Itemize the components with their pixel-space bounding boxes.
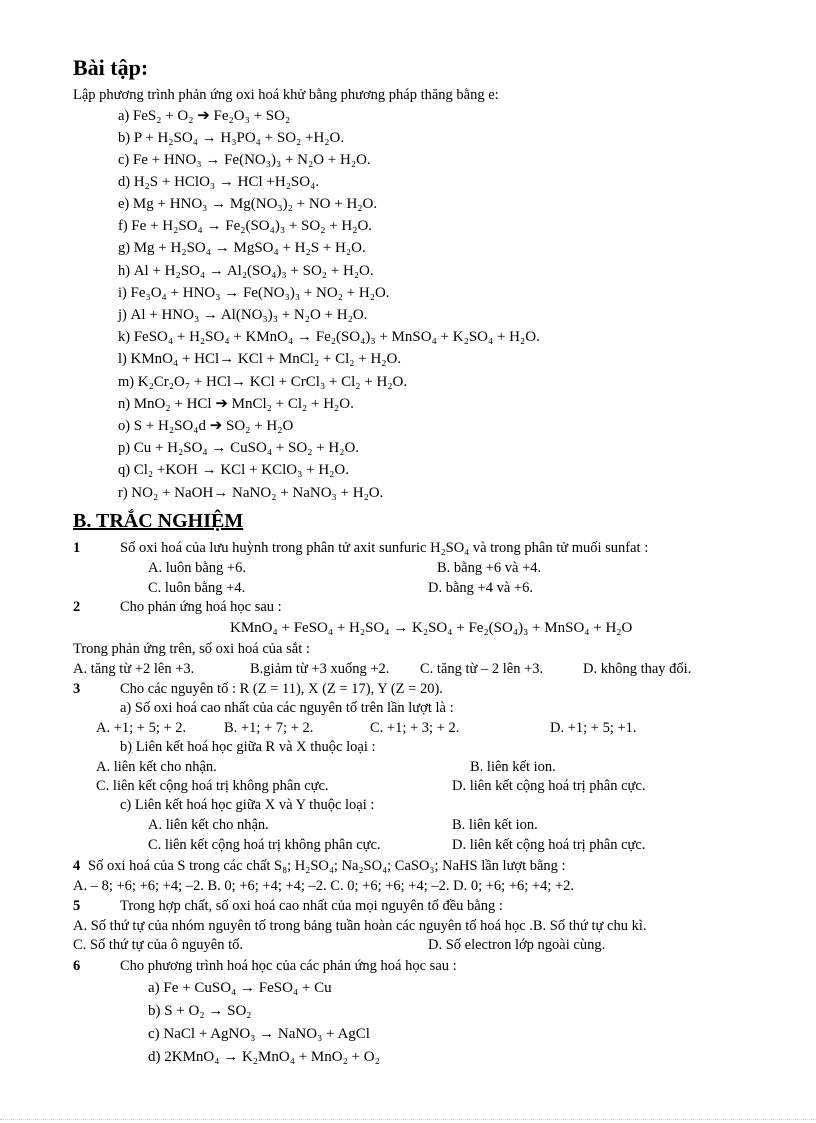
question-6-equation-a: a) Fe + CuSO₄ → FeSO₄ + Cu: [148, 980, 332, 996]
item-label: i): [118, 285, 127, 301]
exercise-item-q: [118, 463, 349, 478]
question-3b-option-b: B. liên kết ion.: [470, 759, 556, 775]
question-3c-option-a: A. liên kết cho nhận.: [148, 817, 269, 833]
exercise-item-f: [118, 219, 372, 234]
exercise-instruction: Lập phương trình phản ứng oxi hoá khử bằng phương pháp thăng bằng e:: [73, 87, 499, 103]
exercise-item-k: [118, 330, 540, 345]
item-label: q): [118, 462, 131, 478]
question-3b-option-a: A. liên kết cho nhận.: [96, 759, 217, 775]
question-3c-option-d: D. liên kết cộng hoá trị phân cực.: [452, 837, 646, 853]
question-3c-option-c: C. liên kết cộng hoá trị không phân cực.: [148, 837, 381, 853]
question-3-part-b: b) Liên kết hoá học giữa R và X thuộc loại :: [120, 739, 376, 755]
item-equation: FeSO₄ + H₂SO₄ + KMnO₄ → Fe₂(SO₄)₃ + MnSO₄ + K₂SO₄ + H₂O.: [133, 329, 540, 345]
question-1-option-c: C. luôn bằng +4.: [148, 580, 246, 596]
question-4-options: A. – 8; +6; +6; +4; –2. B. 0; +6; +4; +4; –2. C. 0; +6; +6; +4; –2. D. 0; +6; +6; +4; +2.: [73, 878, 575, 894]
item-equation: Cu + H₂SO₄ → CuSO₄ + SO₂ + H₂O.: [133, 440, 360, 456]
question-6-number: 6: [73, 958, 81, 974]
item-label: m): [118, 374, 135, 390]
question-3-part-c: c) Liên kết hoá học giữa X và Y thuộc loại :: [120, 797, 375, 813]
question-4-text: Số oxi hoá của S trong các chất S₈; H₂SO₄; Na₂SO₄; CaSO₃; NaHS lần lượt bằng :: [88, 858, 566, 874]
question-1-option-b: B. bằng +6 và +4.: [437, 560, 542, 576]
question-3b-option-c: C. liên kết cộng hoá trị không phân cực.: [96, 778, 329, 794]
question-2-stem: Trong phản ứng trên, số oxi hoá của sắt :: [73, 641, 310, 657]
exercise-item-j: [118, 308, 367, 323]
question-1-option-a: A. luôn bằng +6.: [148, 560, 246, 576]
exercise-item-p: [118, 441, 359, 456]
item-label: l): [118, 351, 127, 367]
item-label: g): [118, 240, 131, 256]
question-1-option-d: D. bằng +4 và +6.: [428, 580, 533, 596]
question-4-number: 4: [73, 858, 81, 874]
question-5-option-a: A. Số thứ tự của nhóm nguyên tố trong bảng tuần hoàn các nguyên tố hoá học .B. Số thứ tự chu kì.: [73, 918, 647, 934]
question-2-option-a: A. tăng từ +2 lên +3.: [73, 661, 195, 677]
question-2-equation: KMnO₄ + FeSO₄ + H₂SO₄ → K₂SO₄ + Fe₂(SO₄)₃ + MnSO₄ + H₂O: [230, 620, 633, 636]
exercise-item-d: [118, 175, 319, 190]
item-label: r): [118, 485, 128, 501]
exercise-item-r: [118, 486, 383, 501]
question-3a-option-c: C. +1; + 3; + 2.: [370, 720, 460, 736]
question-3-part-a: a) Số oxi hoá cao nhất của các nguyên tố trên lần lượt là :: [120, 700, 454, 716]
question-6-equation-b: b) S + O₂ → SO₂: [148, 1003, 252, 1019]
item-equation: Mg + H₂SO₄ → MgSO₄ + H₂S + H₂O.: [133, 240, 366, 256]
question-5-number: 5: [73, 898, 81, 914]
item-label: a): [118, 108, 130, 124]
question-1-text: Số oxi hoá của lưu huỳnh trong phân tử axit sunfuric H₂SO₄ và trong phân tử muối sunfat :: [120, 540, 649, 556]
exercise-item-g: [118, 241, 366, 256]
question-6-text: Cho phương trình hoá học của các phản ứng hoá học sau :: [120, 958, 457, 974]
page-bottom-rule: [0, 1119, 816, 1120]
exercise-item-e: [118, 197, 377, 212]
exercise-item-l: [118, 352, 401, 367]
question-5-option-d: D. Số electron lớp ngoài cùng.: [428, 937, 606, 953]
question-6-equation-c: c) NaCl + AgNO₃ → NaNO₃ + AgCl: [148, 1026, 370, 1042]
exercise-item-m: [118, 375, 407, 390]
exercise-item-i: [118, 286, 390, 301]
item-label: b): [118, 130, 131, 146]
item-equation: H₂S + HClO₃ → HCl +H₂SO₄.: [133, 174, 320, 190]
item-equation: Fe + HNO₃ → Fe(NO₃)₃ + N₂O + H₂O.: [132, 152, 371, 168]
question-2-option-d: D. không thay đổi.: [583, 661, 692, 677]
item-equation: Cl₂ +KOH → KCl + KClO₃ + H₂O.: [133, 462, 349, 478]
item-label: p): [118, 440, 131, 456]
question-1-number: 1: [73, 540, 81, 556]
question-5-option-c: C. Số thứ tự của ô nguyên tố.: [73, 937, 243, 953]
exercise-item-b: [118, 131, 344, 146]
item-equation: Mg + HNO₃ → Mg(NO₃)₂ + NO + H₂O.: [132, 196, 378, 212]
item-equation: MnO₂ + HCl ➔ MnCl₂ + Cl₂ + H₂O.: [133, 396, 354, 412]
item-label: n): [118, 396, 131, 412]
item-equation: FeS₂ + O₂ ➔ Fe₂O₃ + SO₂: [132, 108, 291, 124]
item-equation: KMnO₄ + HCl→ KCl + MnCl₂ + Cl₂ + H₂O.: [130, 351, 402, 367]
exercise-item-o: [118, 419, 293, 434]
exercise-item-h: [118, 264, 374, 279]
item-equation: P + H₂SO₄ → H₃PO₄ + SO₂ +H₂O.: [133, 130, 345, 146]
item-equation: S + H₂SO₄d ➔ SO₂ + H₂O: [133, 418, 294, 434]
item-equation: Al + HNO₃ → Al(NO₃)₃ + N₂O + H₂O.: [130, 307, 368, 323]
item-equation: Fe + H₂SO₄ → Fe₂(SO₄)₃ + SO₂ + H₂O.: [131, 218, 373, 234]
item-label: k): [118, 329, 131, 345]
question-2-option-b: B.giảm từ +3 xuống +2.: [250, 661, 390, 677]
item-equation: Al + H₂SO₄ → Al₂(SO₄)₃ + SO₂ + H₂O.: [133, 263, 374, 279]
exercise-title: Bài tập:: [73, 55, 149, 80]
item-equation: NO₂ + NaOH→ NaNO₂ + NaNO₃ + H₂O.: [131, 485, 384, 501]
quiz-section-title: B. TRẮC NGHIỆM: [73, 510, 244, 532]
question-5-text: Trong hợp chất, số oxi hoá cao nhất của mọi nguyên tố đều bằng :: [120, 898, 503, 914]
item-label: c): [118, 152, 130, 168]
question-3-number: 3: [73, 681, 81, 697]
exercise-item-a: [118, 109, 290, 124]
question-3a-option-a: A. +1; + 5; + 2.: [96, 720, 187, 736]
question-3a-option-b: B. +1; + 7; + 2.: [224, 720, 314, 736]
item-label: f): [118, 218, 128, 234]
exercise-item-c: [118, 153, 371, 168]
question-3a-option-d: D. +1; + 5; +1.: [550, 720, 637, 736]
item-label: e): [118, 196, 130, 212]
item-equation: Fe₃O₄ + HNO₃ → Fe(NO₃)₃ + NO₂ + H₂O.: [130, 285, 390, 301]
exercise-item-n: [118, 397, 354, 412]
item-label: h): [118, 263, 131, 279]
question-2-text: Cho phản ứng hoá học sau :: [120, 599, 282, 615]
question-6-equation-d: d) 2KMnO₄ → K₂MnO₄ + MnO₂ + O₂: [148, 1049, 380, 1065]
item-equation: K₂Cr₂O₇ + HCl→ KCl + CrCl₃ + Cl₂ + H₂O.: [137, 374, 408, 390]
item-label: j): [118, 307, 127, 323]
question-3-text: Cho các nguyên tố : R (Z = 11), X (Z = 17), Y (Z = 20).: [120, 681, 443, 697]
question-2-number: 2: [73, 599, 81, 615]
question-2-option-c: C. tăng từ – 2 lên +3.: [420, 661, 544, 677]
question-3b-option-d: D. liên kết cộng hoá trị phân cực.: [452, 778, 646, 794]
item-label: o): [118, 418, 131, 434]
item-label: d): [118, 174, 131, 190]
question-3c-option-b: B. liên kết ion.: [452, 817, 538, 833]
